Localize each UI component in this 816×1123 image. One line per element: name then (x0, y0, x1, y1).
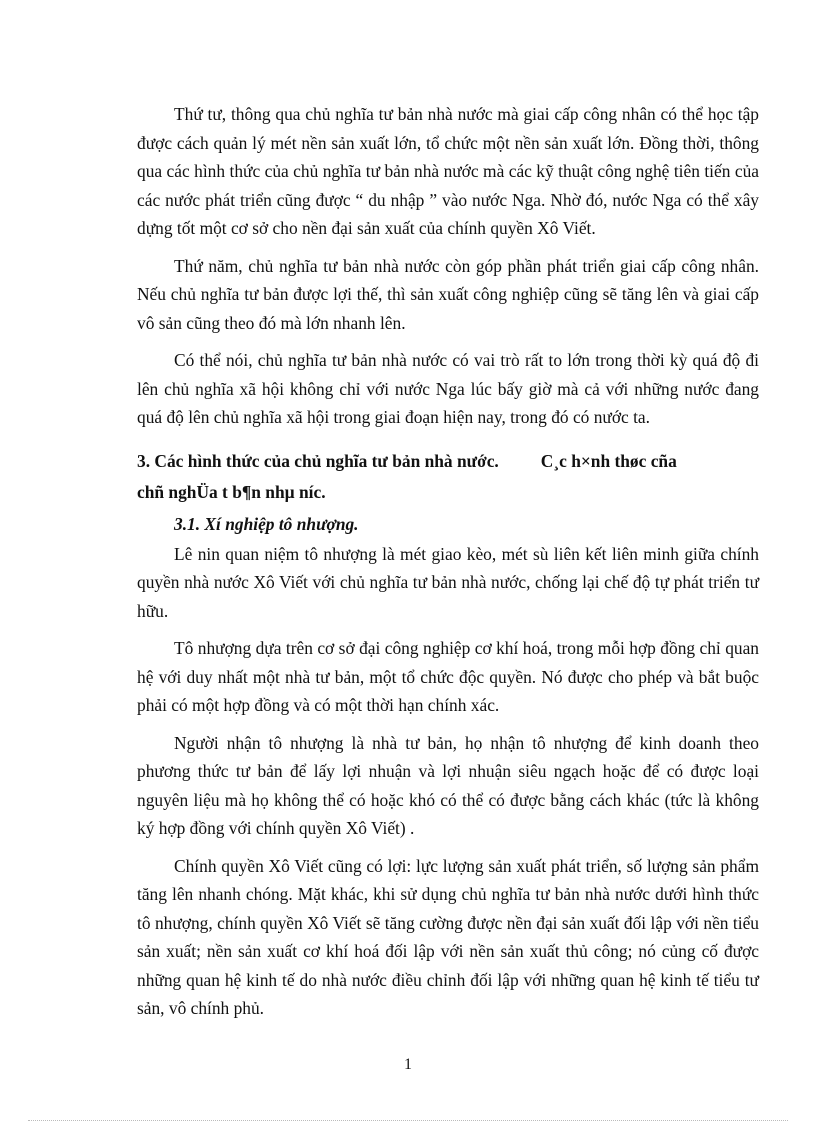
paragraph: Thứ năm, chủ nghĩa tư bản nhà nước còn góp phần phát triển giai cấp công nhân. Nếu chủ nghĩa tư bản được lợi thế, thì sản xuất công nghiệp cũng sẽ tăng lên và giai cấp vô sản cũng theo đó mà lớn nhanh lên. (137, 255, 759, 333)
paragraph: Chính quyền Xô Viết cũng có lợi: lực lượng sản xuất phát triển, số lượng sản phẩm tăng lên nhanh chóng. Mặt khác, khi sử dụng chủ nghĩa tư bản nhà nước dưới hình thức tô nhượng, chính quyền Xô Viết sẽ tăng cường được nền đại sản xuất đối lập với nền tiểu sản xuất; nền sản xuất cơ khí hoá đối lập với nền sản xuất thủ công; nó củng cố được những quan hệ kinh tế do nhà nước điều chỉnh đối lập với những quan hệ kinh tế tiểu tư sản, vô chính phủ. (137, 855, 759, 1018)
section-heading (137, 448, 759, 475)
paragraph: Có thể nói, chủ nghĩa tư bản nhà nước có vai trò rất to lớn trong thời kỳ quá độ đi lên chủ nghĩa xã hội không chỉ với nước Nga lúc bấy giờ mà cả với những nước đang quá độ lên chủ nghĩa xã hội trong giai đoạn hiện nay, trong đó có nước ta. (137, 350, 759, 427)
section-heading-text: 3. Các hình thức của chủ nghĩa tư bản nhà nước. (137, 450, 499, 471)
page-body (137, 100, 759, 1032)
paragraph: Lê nin quan niệm tô nhượng là mét giao kèo, mét sù liên kết liên minh giữa chính quyền nhà nước Xô Viết với chủ nghĩa tư bản nhà nước, chống lại chế độ tự phát triển tư hữu. (137, 543, 759, 621)
subsection-heading: 3.1. Xí nghiệp tô nhượng. (174, 513, 359, 534)
page-number: 1 (404, 1056, 412, 1073)
paragraph: Thứ tư, thông qua chủ nghĩa tư bản nhà nước mà giai cấp công nhân có thể học tập được cách quản lý mét nền sản xuất lớn, tổ chức một nền sản xuất lớn. Đồng thời, thông qua các hình thức của chủ nghĩa tư bản nhà nước mà các kỹ thuật công nghệ tiên tiến của các nước phát triển cũng được “ du nhập ” vào nước Nga. Nhờ đó, nước Nga có thể xây dựng tốt một cơ sở cho nền đại sản xuất của chính quyền Xô Viết. (137, 104, 759, 238)
section-heading-garbled-line: chñ nghÜa t b¶n nhµ níc. (137, 481, 326, 502)
paragraph: Người nhận tô nhượng là nhà tư bản, họ nhận tô nhượng để kinh doanh theo phương thức tư bản để lấy lợi nhuận và lợi nhuận siêu ngạch hoặc để có được loại nguyên liệu mà họ không thể có hoặc khó có thể có được bằng cách khác (tức là không ký hợp đồng với chính quyền Xô Viết) . (137, 732, 759, 838)
page-bottom-divider (28, 1120, 788, 1121)
section-heading-garbled-text: C¸c h×nh thøc cña (540, 450, 677, 471)
paragraph: Tô nhượng dựa trên cơ sở đại công nghiệp cơ khí hoá, trong mỗi hợp đồng chỉ quan hệ với duy nhất một nhà tư bản, một tổ chức độc quyền. Nó được cho phép và bắt buộc phải có một hợp đồng và có một thời hạn chính xác. (137, 638, 759, 715)
